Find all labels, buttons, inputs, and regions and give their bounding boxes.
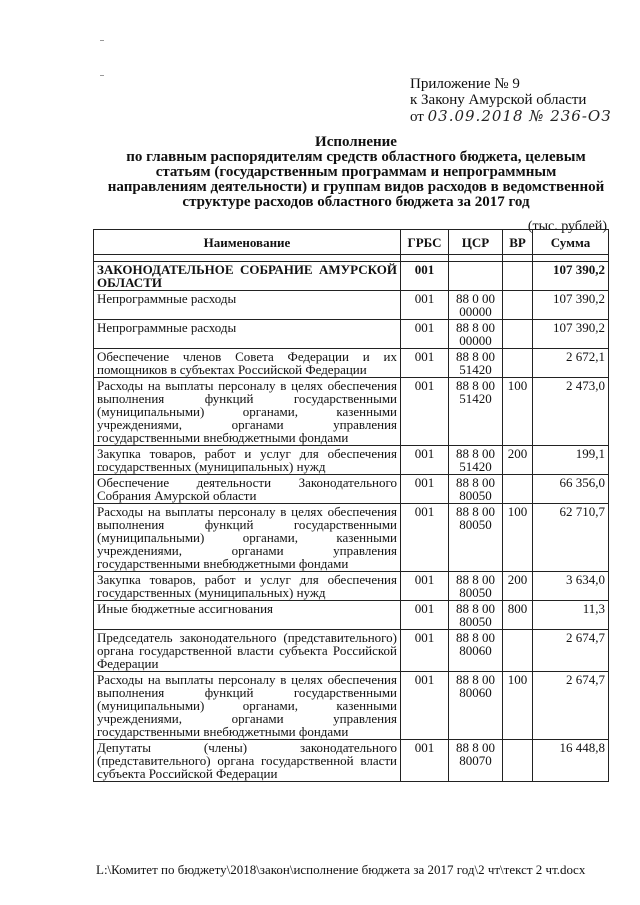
- row-grbs: 001: [401, 320, 449, 349]
- row-name: Расходы на выплаты персоналу в целях обеспечения выполнения функций государственными (муниципальными) органами, казенными учреждениями, органами управления государственными внебюджетными фондами: [94, 378, 401, 446]
- column-header-csr: ЦСР: [449, 230, 503, 255]
- column-header-sum: Сумма: [533, 230, 609, 255]
- row-vr: [503, 262, 533, 291]
- row-name: Закупка товаров, работ и услуг для обеспечения государственных (муниципальных) нужд: [94, 446, 401, 475]
- row-csr: 88 8 00 51420: [449, 446, 503, 475]
- column-header-vr: ВР: [503, 230, 533, 255]
- row-grbs: 001: [401, 601, 449, 630]
- appendix-block: [410, 76, 612, 125]
- row-grbs: 001: [401, 572, 449, 601]
- row-name: Иные бюджетные ассигнования: [94, 601, 401, 630]
- row-grbs: 001: [401, 446, 449, 475]
- row-name: Закупка товаров, работ и услуг для обеспечения государственных (муниципальных) нужд: [94, 572, 401, 601]
- row-name: Депутаты (члены) законодательного (представительного) органа государственной власти субъекта Российской Федерации: [94, 740, 401, 782]
- row-sum: 16 448,8: [533, 740, 609, 782]
- row-vr: [503, 320, 533, 349]
- row-sum: 2 473,0: [533, 378, 609, 446]
- row-vr: [503, 349, 533, 378]
- row-vr: 100: [503, 504, 533, 572]
- handwritten-date-number: 03.09.2018 № 236-ОЗ: [427, 107, 612, 125]
- scan-mark: [100, 40, 104, 41]
- row-grbs: 001: [401, 630, 449, 672]
- title-heading: Исполнение: [315, 134, 397, 150]
- spacer-cell: [401, 255, 449, 262]
- row-sum: 107 390,2: [533, 320, 609, 349]
- row-csr: 88 8 00 51420: [449, 349, 503, 378]
- spacer-cell: [533, 255, 609, 262]
- row-sum: 2 674,7: [533, 630, 609, 672]
- table-row: [94, 349, 609, 378]
- table-body: [94, 255, 609, 782]
- file-path-footer: L:\Комитет по бюджету\2018\закон\исполнение бюджета за 2017 год\2 чт\текст 2 чт.docx: [96, 862, 586, 877]
- appendix-date-line: [410, 108, 612, 125]
- row-csr: 88 8 00 51420: [449, 378, 503, 446]
- row-sum: 66 356,0: [533, 475, 609, 504]
- row-vr: 100: [503, 672, 533, 740]
- row-name: Председатель законодательного (представительного) органа государственной власти субъекта Российской Федерации: [94, 630, 401, 672]
- table-header-row: [94, 230, 609, 255]
- title-line: по главным распорядителям средств областного бюджета, целевым: [126, 149, 586, 165]
- row-grbs: 001: [401, 504, 449, 572]
- spacer-row: [94, 255, 609, 262]
- row-csr: 88 8 00 80060: [449, 672, 503, 740]
- row-csr: 88 8 00 80060: [449, 630, 503, 672]
- row-csr: 88 8 00 80050: [449, 475, 503, 504]
- row-grbs: 001: [401, 262, 449, 291]
- column-header-name: Наименование: [94, 230, 401, 255]
- units-label: (тыс. рублей): [527, 219, 607, 234]
- row-csr: 88 8 00 80050: [449, 601, 503, 630]
- table-row: [94, 572, 609, 601]
- table-row: [94, 475, 609, 504]
- table-row: [94, 291, 609, 320]
- row-name: Расходы на выплаты персоналу в целях обеспечения выполнения функций государственными (муниципальными) органами, казенными учреждениями, органами управления государственными внебюджетными фондами: [94, 504, 401, 572]
- column-header-grbs: ГРБС: [401, 230, 449, 255]
- row-name: ЗАКОНОДАТЕЛЬНОЕ СОБРАНИЕ АМУРСКОЙ ОБЛАСТИ: [94, 262, 401, 291]
- row-grbs: 001: [401, 291, 449, 320]
- row-csr: [449, 262, 503, 291]
- row-vr: 200: [503, 572, 533, 601]
- appendix-number: Приложение № 9: [410, 76, 520, 92]
- row-csr: 88 0 00 00000: [449, 291, 503, 320]
- row-name: Непрограммные расходы: [94, 291, 401, 320]
- title-line: статьям (государственным программам и непрограммным: [155, 164, 557, 180]
- row-csr: 88 8 00 00000: [449, 320, 503, 349]
- scan-mark: [100, 75, 104, 76]
- spacer-cell: [94, 255, 401, 262]
- row-grbs: 001: [401, 349, 449, 378]
- appendix-law: к Закону Амурской области: [410, 92, 587, 108]
- row-sum: 2 674,7: [533, 672, 609, 740]
- table-row: [94, 740, 609, 782]
- title-line: направлениям деятельности) и группам видов расходов в ведомственной: [107, 179, 605, 195]
- row-sum: 62 710,7: [533, 504, 609, 572]
- title-line: структуре расходов областного бюджета за 2017 год: [182, 194, 530, 210]
- table-row: [94, 320, 609, 349]
- row-vr: 800: [503, 601, 533, 630]
- row-vr: [503, 740, 533, 782]
- table-row: [94, 630, 609, 672]
- table-row: [94, 378, 609, 446]
- table-row: [94, 262, 609, 291]
- row-vr: 100: [503, 378, 533, 446]
- document-title: [96, 135, 616, 210]
- row-sum: 199,1: [533, 446, 609, 475]
- row-name: Обеспечение членов Совета Федерации и их помощников в субъектах Российской Федерации: [94, 349, 401, 378]
- row-grbs: 001: [401, 740, 449, 782]
- row-sum: 107 390,2: [533, 291, 609, 320]
- row-grbs: 001: [401, 475, 449, 504]
- appendix-date-prefix: от: [410, 109, 424, 125]
- row-grbs: 001: [401, 672, 449, 740]
- table-row: [94, 601, 609, 630]
- row-csr: 88 8 00 80070: [449, 740, 503, 782]
- row-csr: 88 8 00 80050: [449, 504, 503, 572]
- row-vr: 200: [503, 446, 533, 475]
- row-name: Непрограммные расходы: [94, 320, 401, 349]
- row-csr: 88 8 00 80050: [449, 572, 503, 601]
- table-row: [94, 672, 609, 740]
- table-row: [94, 504, 609, 572]
- row-sum: 2 672,1: [533, 349, 609, 378]
- table-row: [94, 446, 609, 475]
- row-vr: [503, 291, 533, 320]
- spacer-cell: [449, 255, 503, 262]
- expenditure-table: [93, 229, 609, 782]
- spacer-cell: [503, 255, 533, 262]
- row-vr: [503, 475, 533, 504]
- row-name: Обеспечение деятельности Законодательного Собрания Амурской области: [94, 475, 401, 504]
- row-sum: 107 390,2: [533, 262, 609, 291]
- row-grbs: 001: [401, 378, 449, 446]
- row-sum: 3 634,0: [533, 572, 609, 601]
- row-name: Расходы на выплаты персоналу в целях обеспечения выполнения функций государственными (муниципальными) органами, казенными учреждениями, органами управления государственными внебюджетными фондами: [94, 672, 401, 740]
- row-vr: [503, 630, 533, 672]
- row-sum: 11,3: [533, 601, 609, 630]
